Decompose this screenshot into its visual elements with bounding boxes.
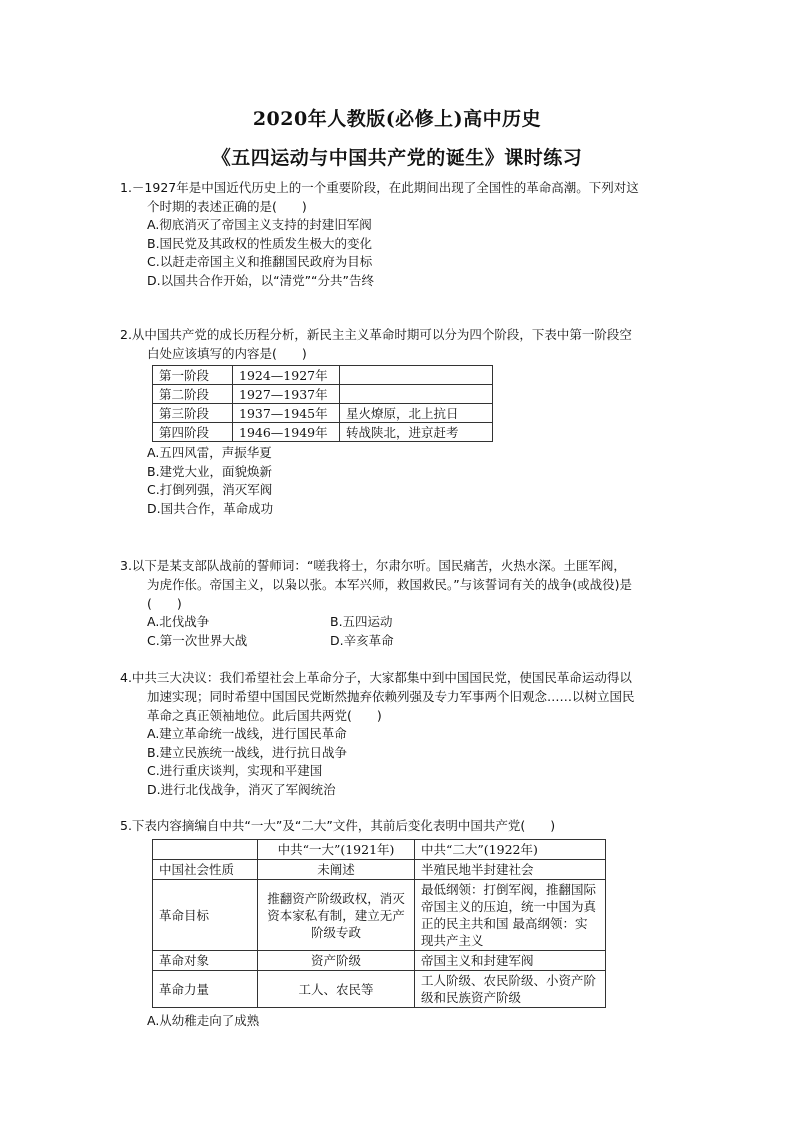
option-d: D.辛亥革命 <box>330 632 394 648</box>
option-c: C.以赶走帝国主义和推翻国民政府为目标 <box>147 254 373 269</box>
table-row: 革命对象 资产阶级 帝国主义和封建军阀 <box>153 951 606 971</box>
option-a: A.北伐战争 <box>147 614 210 629</box>
question-2-options <box>120 444 700 518</box>
option-row <box>120 613 700 632</box>
question-3 <box>120 556 700 650</box>
question-5-stem: 5.下表内容摘编自中共“一大”及“二大”文件，其前后变化表明中国共产党( ) <box>120 818 556 833</box>
question-4 <box>120 668 700 799</box>
option-a: A.彻底消灭了帝国主义支持的封建旧军阀 <box>147 217 372 232</box>
question-3-stem: 3.以下是某支部队战前的誓师词：“嗟我将士，尔肃尔听。国民痛苦，火热水深。土匪军阀， 为虎作伥。帝国主义，以枭以张。本军兴师，救国救民。”与该誓词有关的战争(或战役)是 ( ) <box>120 558 632 611</box>
question-5 <box>120 816 700 835</box>
option-c: C.进行重庆谈判，实现和平建国 <box>147 763 323 778</box>
option-b: B.五四运动 <box>330 614 393 629</box>
option-b: B.建党大业，面貌焕新 <box>147 463 273 479</box>
option-d: D.以国共合作开始，以“清党”“分共”告终 <box>147 272 375 288</box>
table-row: 第三阶段 1937—1945年 星火燎原，北上抗日 <box>153 404 493 423</box>
document-title: 2020年人教版(必修上)高中历史 <box>252 108 542 130</box>
option-d: D.进行北伐战争，消灭了军阀统治 <box>147 781 336 797</box>
stage-table <box>152 365 493 442</box>
option-c: C.第一次世界大战 <box>147 632 248 648</box>
question-4-stem: 4.中共三大决议：我们希望社会上革命分子，大家都集中到中国国民党，使国民革命运动得以 加速实现；同时希望中国国民党断然抛弃依赖列强及专力军事两个旧观念……以树立国民 革命之真正领袖地位。此后国共两党( ) <box>120 670 635 723</box>
table-row: 革命力量 工人、农民等 工人阶级、农民阶级、小资产阶级和民族资产阶级 <box>153 971 606 1008</box>
question-2 <box>120 325 700 363</box>
option-b: B.国民党及其政权的性质发生极大的变化 <box>147 235 373 251</box>
option-b: B.建立民族统一战线，进行抗日战争 <box>147 744 348 760</box>
question-1-stem: 1.－1927年是中国近代历史上的一个重要阶段，在此期间出现了全国性的革命高潮。下列对这 个时期的表述正确的是( ) <box>120 180 639 214</box>
table-row: 第四阶段 1946—1949年 转战陕北，进京赶考 <box>153 423 493 442</box>
option-d: D.国共合作，革命成功 <box>147 500 274 516</box>
question-2-stem: 2.从中国共产党的成长历程分析，新民主主义革命时期可以分为四个阶段，下表中第一阶段空 白处应该填写的内容是( ) <box>120 327 632 361</box>
option-a: A.从幼稚走向了成熟 <box>147 1013 260 1028</box>
table-row: 中国社会性质 未阐述 半殖民地半封建社会 <box>153 860 606 880</box>
table-header-row: 中共“一大”(1921年) 中共“二大”(1922年) <box>153 840 606 860</box>
question-1 <box>120 178 700 290</box>
table-row: 第一阶段 1924—1927年 <box>153 366 493 385</box>
option-c: C.打倒列强，消灭军阀 <box>147 482 273 497</box>
option-a: A.建立革命统一战线，进行国民革命 <box>147 726 347 741</box>
document-subtitle: 《五四运动与中国共产党的诞生》课时练习 <box>211 147 583 169</box>
option-row <box>120 632 700 651</box>
table-row: 革命目标 推翻资产阶级政权，消灭资本家私有制，建立无产阶级专政 最低纲领：打倒军阀，推翻国际帝国主义的压迫，统一中国为真正的民主共和国 最高纲领：实现共产主义 <box>153 880 606 951</box>
option-a: A.五四风雷，声振华夏 <box>147 445 272 460</box>
cpc-congress-table <box>152 839 606 1008</box>
question-5-options <box>120 1012 700 1031</box>
table-row: 第二阶段 1927—1937年 <box>153 385 493 404</box>
